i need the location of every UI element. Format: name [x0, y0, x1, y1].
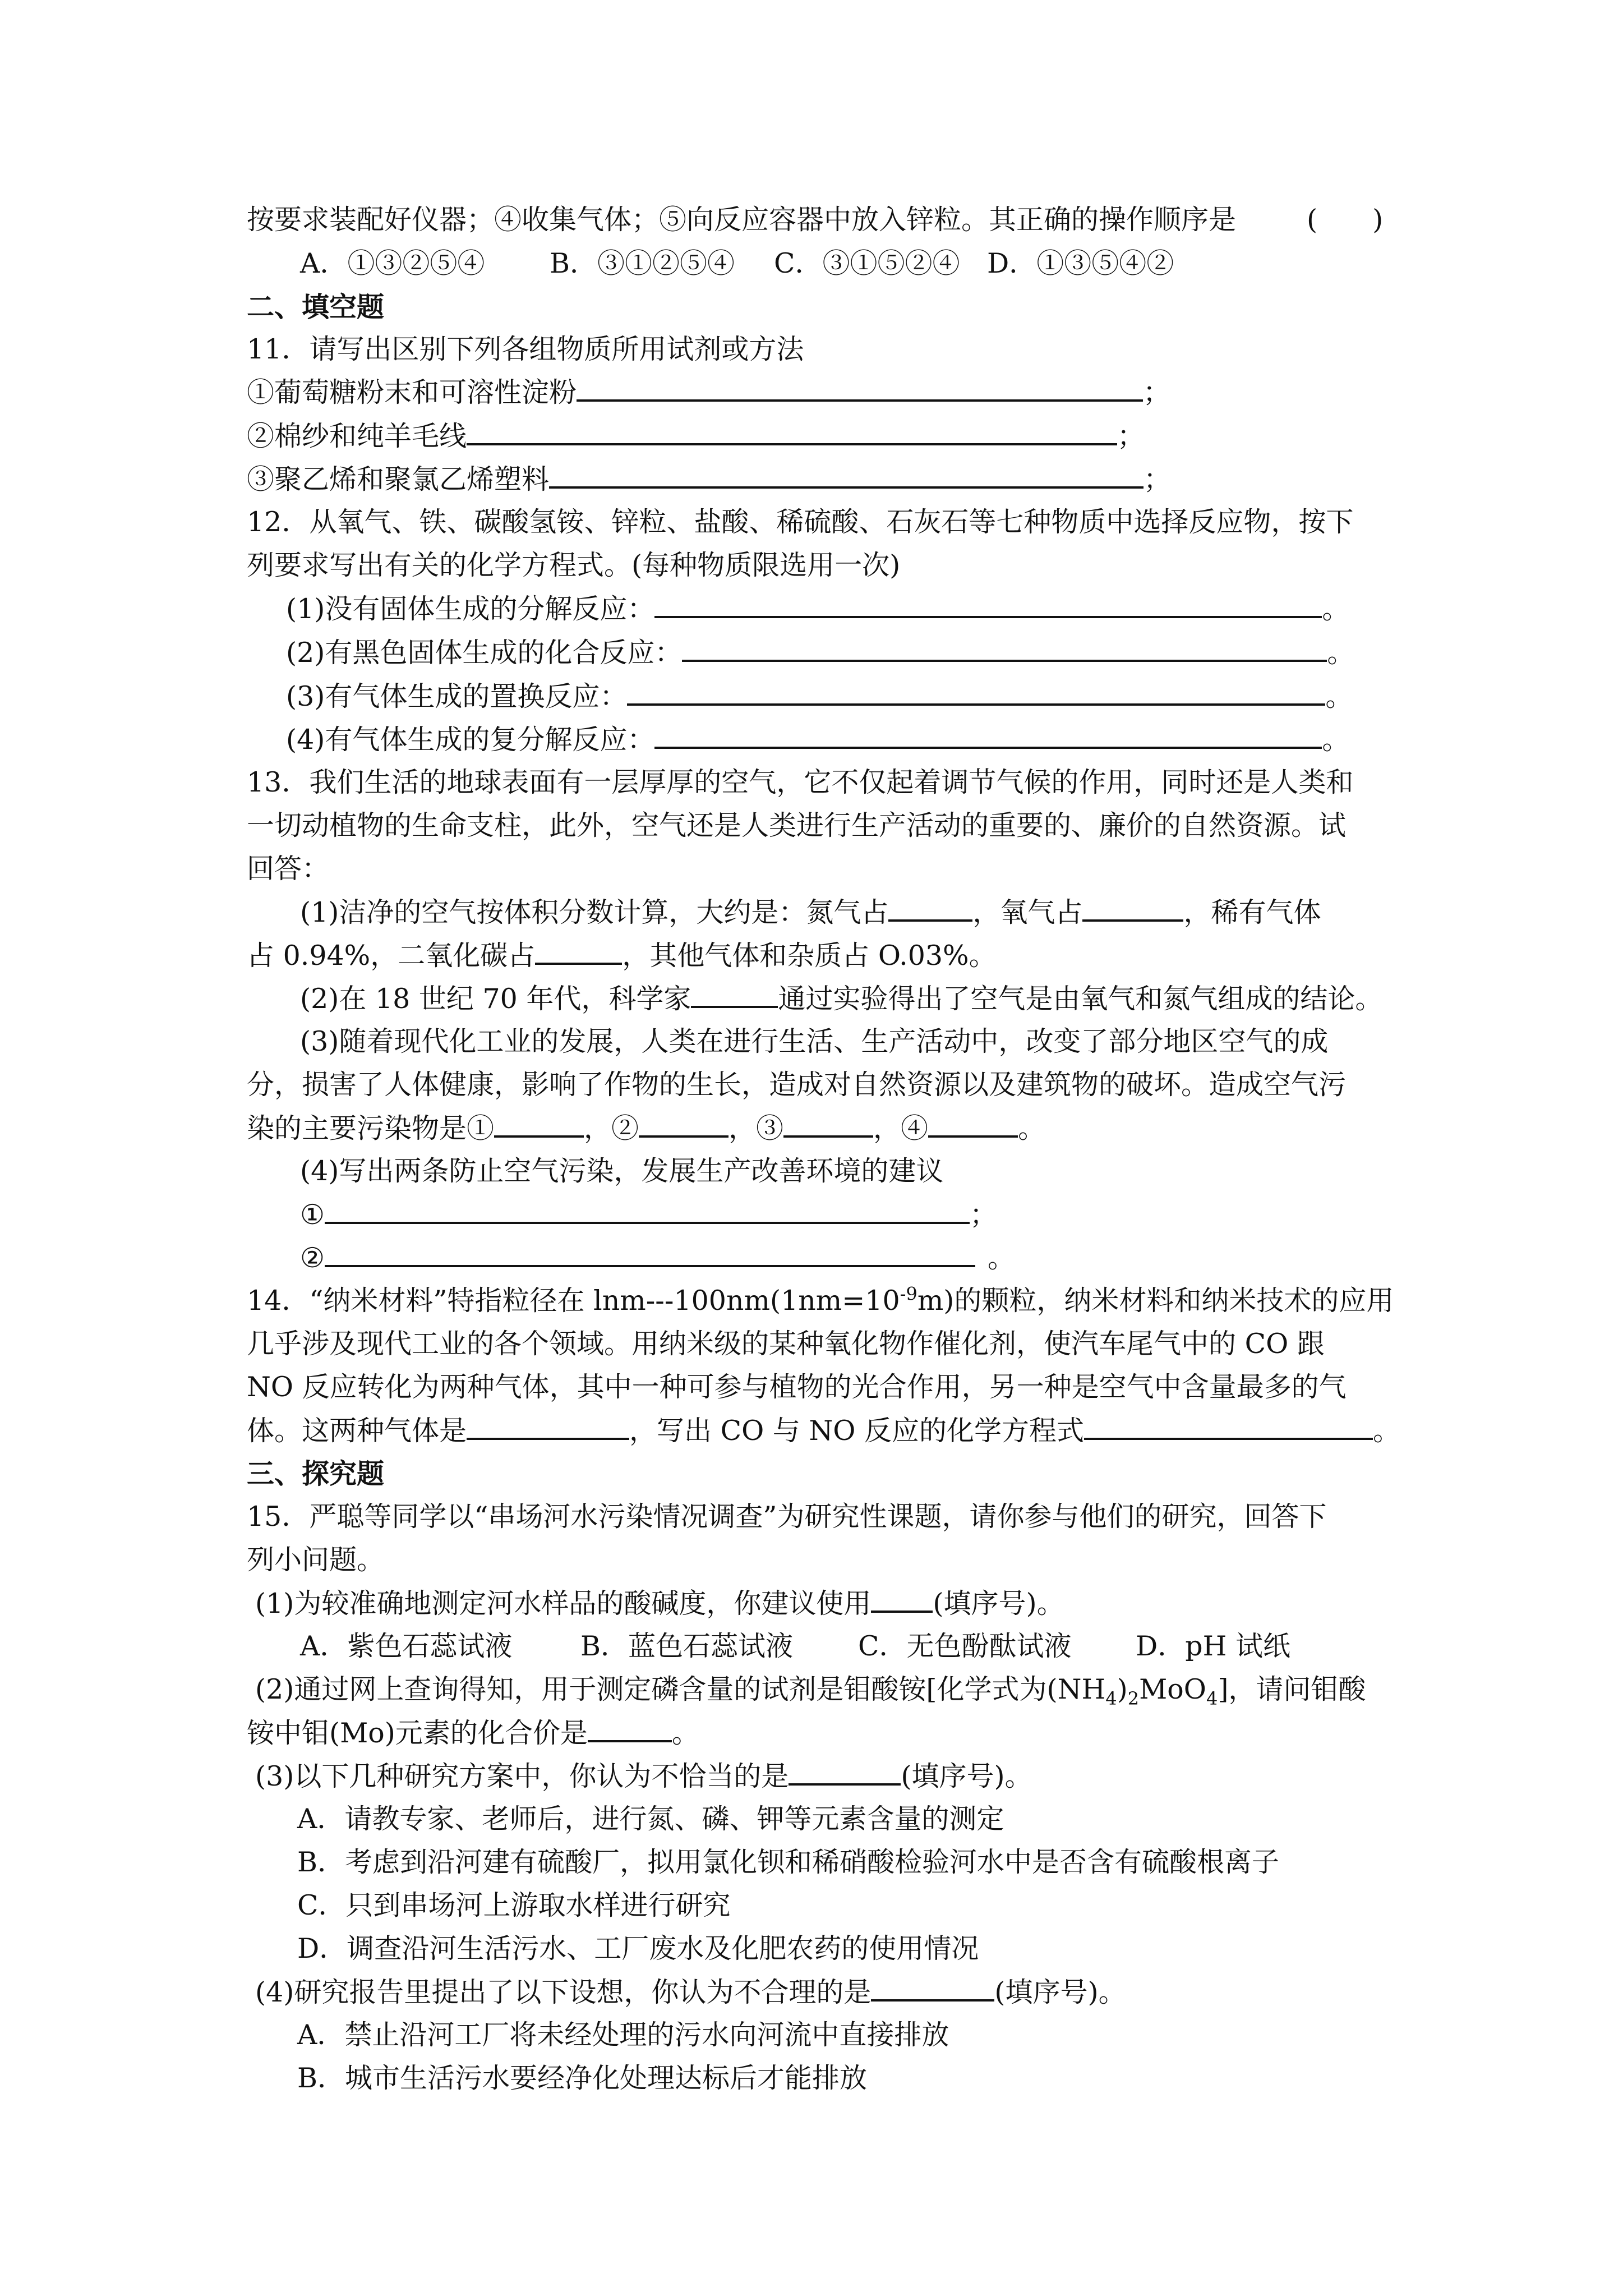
- q11-blank-3[interactable]: [549, 457, 1144, 489]
- q13-part2: [300, 977, 1382, 1020]
- q12-item-3-text: (3)有气体生成的置换反应：: [286, 680, 628, 712]
- q15-part2-text-d: 铵中钼(Mo)元素的化合价是: [247, 1717, 588, 1749]
- q13-stem-1: 13．我们生活的地球表面有一层厚厚的空气，它不仅起着调节气候的作用，同时还是人类和: [247, 766, 1354, 798]
- q13-stem-2: 一切动植物的生命支柱，此外，空气还是人类进行生产活动的重要的、廉价的自然资源。试: [247, 809, 1347, 841]
- q15-blank-3[interactable]: [789, 1754, 901, 1786]
- q10-option-a: A．①③②⑤④: [300, 247, 485, 279]
- q13-blank-pollutant-4[interactable]: [928, 1106, 1018, 1138]
- q13-blank-pollutant-1[interactable]: [494, 1106, 584, 1138]
- q15-part4: [255, 1970, 1126, 2014]
- q13-part3-text-f: ，④: [873, 1112, 929, 1144]
- q15-blank-1[interactable]: [871, 1581, 933, 1613]
- q11-item-2-end: ；: [1117, 420, 1145, 452]
- q15-p3-option-c: C．只到串场河上游取水样进行研究: [297, 1889, 731, 1921]
- q10-stem-line: [247, 198, 1384, 242]
- q15-sub-4: 4: [1105, 1687, 1117, 1709]
- q15-stem-1: 15．严聪等同学以“串场河水污染情况调查”为研究性课题，请你参与他们的研究，回答下: [247, 1501, 1327, 1533]
- q15-part3: [255, 1754, 1032, 1798]
- q15-part2-line2: [247, 1711, 699, 1755]
- q11-blank-1[interactable]: [577, 370, 1143, 402]
- q13-blank-pollutant-2[interactable]: [639, 1106, 728, 1138]
- q13-part1-text-b: ，氧气占: [972, 896, 1083, 928]
- q14-text-l4c: 。: [1373, 1415, 1401, 1447]
- q11-item-1-end: ；: [1143, 376, 1171, 408]
- q13-part2-text-a: (2)在 18 世纪 70 年代，科学家: [300, 983, 691, 1015]
- q13-blank-nitrogen[interactable]: [888, 890, 972, 922]
- q13-blank-oxygen[interactable]: [1082, 890, 1183, 922]
- q11-item-2-text: ②棉纱和纯羊毛线: [247, 420, 467, 452]
- q13-part1-text-d: 占 0.94%，二氧化碳占: [247, 940, 536, 972]
- q14-text-a: 14．“纳米材料”特指粒径在 lnm---100nm(1nm=10: [247, 1285, 900, 1317]
- q14-text-l4b: ，写出 CO 与 NO 反应的化学方程式: [629, 1415, 1085, 1447]
- q15-p3-option-b: B．考虑到沿河建有硫酸厂，拟用氯化钡和稀硝酸检验河水中是否含有硫酸根离子: [297, 1846, 1280, 1878]
- q15-p4-option-a: A．禁止沿河工厂将未经处理的污水向河流中直接排放: [297, 2019, 949, 2051]
- q15-part4-text-b: (填序号)。: [994, 1976, 1126, 2008]
- q15-stem-2: 列小问题。: [247, 1544, 385, 1576]
- q13-part3-line1: (3)随着现代化工业的发展，人类在进行生活、生产活动中，改变了部分地区空气的成: [300, 1025, 1329, 1057]
- q15-part1: [255, 1581, 1064, 1625]
- q11-item-1: [247, 370, 1170, 414]
- q14-line-4: [247, 1409, 1400, 1452]
- q14-line-1: [247, 1279, 1394, 1323]
- q12-item-1-text: (1)没有固体生成的分解反应：: [286, 593, 655, 625]
- q13-part4-end-2: 。: [987, 1242, 1015, 1274]
- q15-sub-4b: 4: [1206, 1687, 1218, 1709]
- q11-stem: 11．请写出区别下列各组物质所用试剂或方法: [247, 333, 804, 365]
- q13-part1-text-c: ，稀有气体: [1183, 896, 1321, 928]
- q12-item-1-end: 。: [1322, 593, 1350, 625]
- q12-item-2: [286, 631, 1354, 674]
- q15-p1-option-c: C．无色酚酞试液: [858, 1630, 1072, 1662]
- q11-item-3: [247, 457, 1171, 501]
- q14-line-2: 几乎涉及现代工业的各个领域。用纳米级的某种氧化物作催化剂，使汽车尾气中的 CO 跟: [247, 1328, 1325, 1360]
- q12-stem-1: 12．从氧气、铁、碳酸氢铵、锌粒、盐酸、稀硫酸、石灰石等七种物质中选择反应物，按下: [247, 506, 1354, 538]
- q12-item-2-text: (2)有黑色固体生成的化合反应：: [286, 637, 683, 669]
- q15-p3-option-d: D．调查沿河生活污水、工厂废水及化肥农药的使用情况: [297, 1932, 979, 1964]
- q14-blank-equation[interactable]: [1084, 1409, 1373, 1440]
- q15-part2-text-a: (2)通过网上查询得知，用于测定磷含量的试剂是钼酸铵[化学式为(NH: [255, 1673, 1106, 1705]
- q13-part3-text-e: ，③: [728, 1112, 784, 1144]
- q11-blank-2[interactable]: [467, 414, 1117, 445]
- q12-item-1: [286, 587, 1349, 631]
- q13-part2-text-b: 通过实验得出了空气是由氧气和氮气组成的结论。: [778, 983, 1383, 1015]
- q15-p3-option-a: A．请教专家、老师后，进行氮、磷、钾等元素含量的测定: [297, 1803, 1004, 1835]
- q12-item-4-end: 。: [1322, 724, 1350, 756]
- q13-blank-suggestion-2[interactable]: [325, 1236, 975, 1267]
- q15-blank-4[interactable]: [871, 1970, 994, 2001]
- q12-item-2-end: 。: [1327, 637, 1355, 669]
- q12-blank-4[interactable]: [654, 717, 1322, 749]
- q13-part4-item-1: [300, 1193, 997, 1236]
- q13-part4-stem: (4)写出两条防止空气污染，发展生产改善环境的建议: [300, 1155, 944, 1187]
- q15-p1-option-b: B．蓝色石蕊试液: [580, 1630, 794, 1662]
- q11-item-3-end: ；: [1144, 463, 1172, 495]
- section-fill-blank-heading: 二、填空题: [247, 291, 385, 323]
- q13-part1-text-a: (1)洁净的空气按体积分数计算，大约是：氮气占: [300, 896, 889, 928]
- q13-part3-line2: 分，损害了人体健康，影响了作物的生长，造成对自然资源以及建筑物的破坏。造成空气污: [247, 1069, 1347, 1101]
- q10-option-c: C．③①⑤②④: [774, 247, 960, 279]
- q15-part1-text-a: (1)为较准确地测定河水样品的酸碱度，你建议使用: [255, 1588, 872, 1619]
- q13-part4-num-1: ①: [300, 1199, 325, 1231]
- q15-p1-option-d: D．pH 试纸: [1136, 1630, 1290, 1662]
- q15-p1-option-a: A．紫色石蕊试液: [300, 1630, 513, 1662]
- q12-blank-2[interactable]: [682, 631, 1327, 662]
- q12-blank-1[interactable]: [654, 587, 1322, 618]
- q13-part4-num-2: ②: [300, 1242, 325, 1274]
- q12-stem-2: 列要求写出有关的化学方程式。(每种物质限选用一次): [247, 549, 901, 581]
- q12-blank-3[interactable]: [627, 674, 1325, 706]
- q12-item-4: [286, 717, 1349, 761]
- q15-sub-2: 2: [1127, 1687, 1140, 1709]
- q14-line-3: NO 反应转化为两种气体，其中一种可参与植物的光合作用，另一种是空气中含量最多的气: [247, 1371, 1347, 1403]
- q13-part3-line3: [247, 1106, 1045, 1150]
- q15-part4-text-a: (4)研究报告里提出了以下设想，你认为不合理的是: [255, 1976, 872, 2008]
- q15-part2-line1: (2)通过网上查询得知，用于测定磷含量的试剂是钼酸铵[化学式为$(NH_4)_2MoO_4$]，请问钼酸: [255, 1673, 1366, 1709]
- q13-part1-line1: [300, 890, 1321, 934]
- q15-part3-text-b: (填序号)。: [901, 1760, 1032, 1792]
- q13-blank-co2[interactable]: [535, 933, 622, 965]
- q13-part4-end-1: ；: [969, 1199, 997, 1231]
- q12-item-3-end: 。: [1325, 680, 1353, 712]
- q15-p4-option-b: B．城市生活污水要经净化处理达标后才能排放: [297, 2062, 868, 2094]
- q13-blank-suggestion-1[interactable]: [325, 1193, 970, 1224]
- q14-blank-gases[interactable]: [467, 1409, 629, 1440]
- q10-option-d: D．①③⑤④②: [987, 247, 1174, 279]
- q13-blank-scientist[interactable]: [691, 977, 778, 1008]
- q14-exponent: -9: [900, 1283, 917, 1305]
- q14-text-b: m)的颗粒，纳米材料和纳米技术的应用: [917, 1285, 1394, 1317]
- q15-part1-text-b: (填序号)。: [933, 1588, 1064, 1619]
- q15-part2-text-b: MoO: [1139, 1673, 1206, 1705]
- q13-part1-text-e: ，其他气体和杂质占 O.03%。: [622, 940, 997, 972]
- q11-item-2: [247, 414, 1145, 458]
- q13-stem-3: 回答：: [247, 853, 330, 885]
- q10-answer-paren: ( ): [1307, 204, 1384, 236]
- q13-part3-text-g: 。: [1018, 1112, 1046, 1144]
- q15-part2-text-e: 。: [671, 1717, 699, 1749]
- q13-blank-pollutant-3[interactable]: [783, 1106, 873, 1138]
- q13-part4-item-2: [300, 1236, 1015, 1280]
- q11-item-1-text: ①葡萄糖粉末和可溶性淀粉: [247, 376, 577, 408]
- q10-option-b: B．③①②⑤④: [550, 247, 735, 279]
- q12-item-3: [286, 674, 1353, 718]
- q12-item-4-text: (4)有气体生成的复分解反应：: [286, 724, 655, 756]
- section-inquiry-heading: 三、探究题: [247, 1457, 385, 1490]
- q15-part3-text-a: (3)以下几种研究方案中，你认为不恰当的是: [255, 1760, 789, 1792]
- q13-part3-text-d: ，②: [584, 1112, 639, 1144]
- q15-blank-2[interactable]: [588, 1711, 672, 1742]
- q11-item-3-text: ③聚乙烯和聚氯乙烯塑料: [247, 463, 550, 495]
- q13-part3-text-c: 染的主要污染物是①: [247, 1112, 495, 1144]
- q10-stem-text: 按要求装配好仪器；④收集气体；⑤向反应容器中放入锌粒。其正确的操作顺序是: [247, 204, 1237, 236]
- q14-text-l4a: 体。这两种气体是: [247, 1415, 467, 1447]
- q15-part2-text-c: ]，请问钼酸: [1218, 1673, 1366, 1705]
- q13-part1-line2: [247, 933, 997, 977]
